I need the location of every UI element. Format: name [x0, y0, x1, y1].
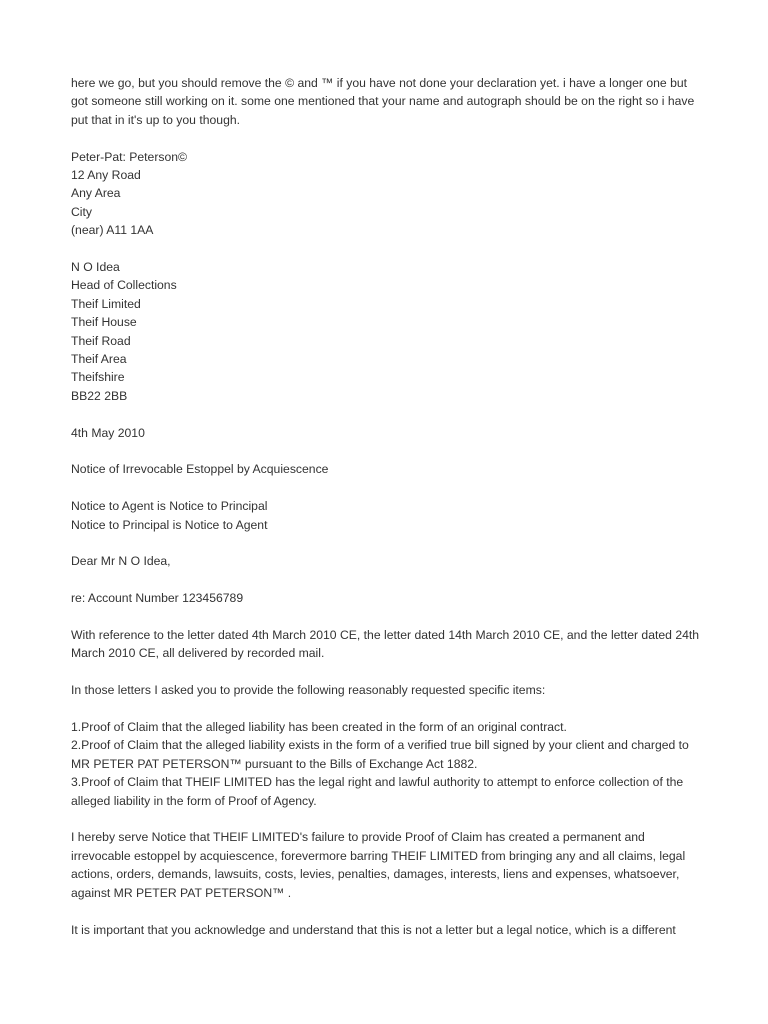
agent-notice-line-2: Notice to Principal is Notice to Agent	[71, 517, 268, 532]
recipient-postcode: BB22 2BB	[71, 388, 128, 403]
agent-notice-line-1: Notice to Agent is Notice to Principal	[71, 499, 268, 514]
list-item: 3.Proof of Claim that THEIF LIMITED has the legal right and lawful authority to attempt to enforce collection of the alleged liability in the form of Proof of Agency.	[71, 775, 684, 808]
reference-letters-paragraph: With reference to the letter dated 4th March 2010 CE, the letter dated 14th March 2010 CE, and the letter dated 24th March 2010 CE, all delivered by recorded mail.	[71, 628, 700, 661]
estoppel-paragraph: I hereby serve Notice that THEIF LIMITED's failure to provide Proof of Claim has created a permanent and irrevocable estoppel by acquiescence, forevermore barring THEIF LIMITED from bringing any and all claims, legal actions, orders, demands, lawsuits, costs, levies, penalties, damages, interests, liens and expenses, whatsoever, against MR PETER PAT PETERSON™ .	[71, 830, 686, 900]
sender-address	[71, 148, 701, 240]
sender-postcode: (near) A11 1AA	[71, 223, 154, 238]
agent-principal-notice	[71, 497, 701, 534]
recipient-road: Theif Road	[71, 333, 131, 348]
intro-paragraph: here we go, but you should remove the © and ™ if you have not done your declaration yet. i have a longer one but got someone still working on it. some one mentioned that your name and autograph should be on the right so i have put that in it's up to you though.	[71, 76, 695, 127]
notice-title: Notice of Irrevocable Estoppel by Acquiescence	[71, 462, 329, 477]
requested-items-list	[71, 718, 701, 810]
recipient-address	[71, 258, 701, 405]
sender-city: City	[71, 204, 92, 219]
letter-date: 4th May 2010	[71, 425, 145, 440]
salutation: Dear Mr N O Idea,	[71, 554, 171, 569]
letter-page	[71, 74, 701, 957]
recipient-name: N O Idea	[71, 260, 120, 275]
account-reference: re: Account Number 123456789	[71, 591, 244, 606]
recipient-title: Head of Collections	[71, 278, 177, 293]
sender-street: 12 Any Road	[71, 168, 141, 183]
list-item: 2.Proof of Claim that the alleged liability exists in the form of a verified true bill signed by your client and charged to MR PETER PAT PETERSON™ pursuant to the Bills of Exchange Act 1882.	[71, 738, 689, 771]
sender-name: Peter-Pat: Peterson©	[71, 149, 188, 164]
list-item: 1.Proof of Claim that the alleged liability has been created in the form of an original contract.	[71, 720, 567, 735]
sender-area: Any Area	[71, 186, 121, 201]
recipient-house: Theif House	[71, 315, 137, 330]
recipient-county: Theifshire	[71, 370, 125, 385]
requested-items-paragraph: In those letters I asked you to provide the following reasonably requested specific items:	[71, 683, 546, 698]
recipient-company: Theif Limited	[71, 296, 141, 311]
recipient-area: Theif Area	[71, 352, 127, 367]
legal-notice-paragraph: It is important that you acknowledge and understand that this is not a letter but a legal notice, which is a different	[71, 922, 676, 937]
